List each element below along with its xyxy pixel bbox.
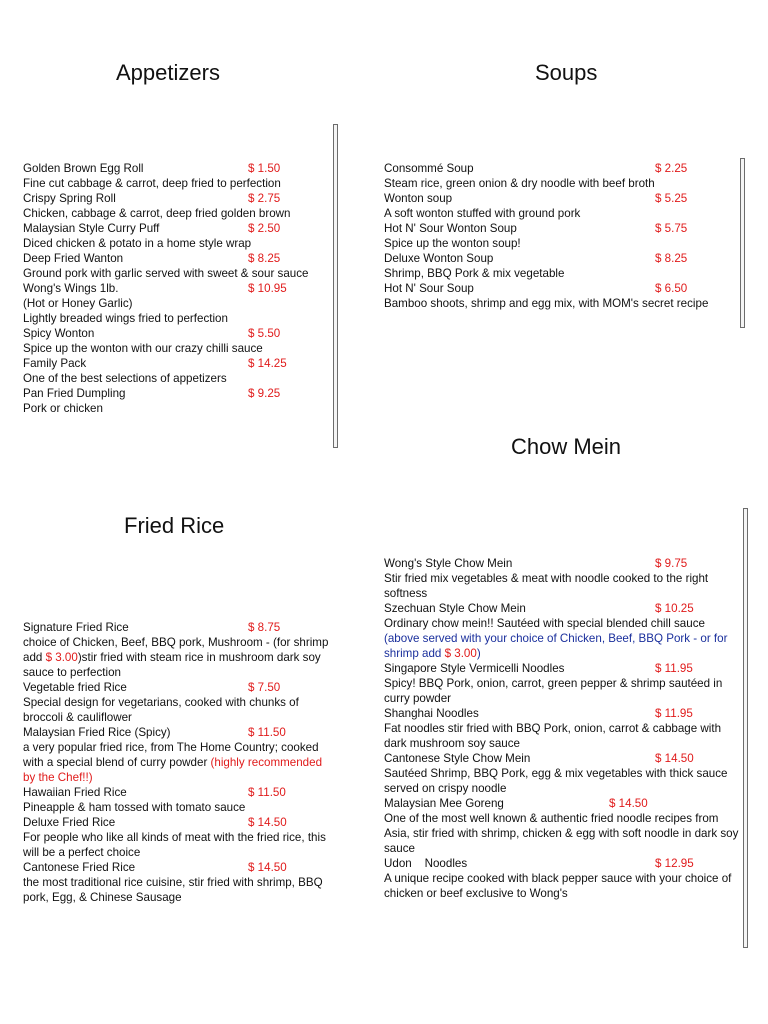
item-description: Ground pork with garlic served with sweet & sour sauce bbox=[23, 267, 309, 280]
menu-item bbox=[384, 161, 740, 191]
item-description: A soft wonton stuffed with ground pork bbox=[384, 207, 581, 220]
item-price: $ 2.50 bbox=[248, 222, 281, 235]
soups-section bbox=[384, 161, 740, 311]
item-price: $ 14.50 bbox=[248, 861, 287, 874]
item-price: $ 10.95 bbox=[248, 282, 287, 295]
item-description: Steam rice, green onion & dry noodle with beef broth bbox=[384, 177, 655, 190]
menu-item bbox=[23, 251, 335, 281]
item-name: Hot N' Sour Wonton Soup bbox=[384, 222, 517, 235]
item-price: $ 5.75 bbox=[655, 222, 688, 235]
item-name: Golden Brown Egg Roll bbox=[23, 162, 144, 175]
item-name: Cantonese Style Chow Mein bbox=[384, 752, 531, 765]
item-description: Diced chicken & potato in a home style wrap bbox=[23, 237, 252, 250]
item-price: $ 14.50 bbox=[655, 752, 694, 765]
item-price: $ 6.50 bbox=[655, 282, 688, 295]
item-name: Signature Fried Rice bbox=[23, 621, 129, 634]
item-description: Chicken, cabbage & carrot, deep fried golden brown bbox=[23, 207, 291, 220]
item-price: $ 14.25 bbox=[248, 357, 287, 370]
item-name: Deluxe Fried Rice bbox=[23, 816, 116, 829]
item-name: Deep Fried Wanton bbox=[23, 252, 124, 265]
item-price: $ 11.95 bbox=[655, 662, 693, 675]
item-price: $ 2.75 bbox=[248, 192, 281, 205]
item-price: $ 8.25 bbox=[655, 252, 688, 265]
item-price: $ 8.25 bbox=[248, 252, 281, 265]
item-name: Hawaiian Fried Rice bbox=[23, 786, 127, 799]
item-description: Stir fried mix vegetables & meat with noodle cooked to the right softness bbox=[384, 572, 709, 600]
item-price: $ 5.50 bbox=[248, 327, 281, 340]
menu-item bbox=[23, 680, 337, 725]
item-description: Spice up the wonton with our crazy chilli sauce bbox=[23, 342, 263, 355]
item-description: Spicy! BBQ Pork, onion, carrot, green pepper & shrimp sautéed in curry powder bbox=[384, 677, 723, 705]
item-description: Sautéed Shrimp, BBQ Pork, egg & mix vegetables with thick sauce served on crispy noodle bbox=[384, 767, 728, 795]
item-price: $ 9.75 bbox=[655, 557, 688, 570]
item-description: Shrimp, BBQ Pork & mix vegetable bbox=[384, 267, 565, 280]
item-price: $ 8.75 bbox=[248, 621, 281, 634]
item-description: Lightly breaded wings fried to perfection bbox=[23, 312, 228, 325]
item-description: Spice up the wonton soup! bbox=[384, 237, 521, 250]
menu-item bbox=[384, 706, 746, 751]
item-description-text: )stir fried with steam rice in mushroom dark soy sauce to perfection bbox=[23, 651, 321, 679]
item-price: $ 1.50 bbox=[248, 162, 281, 175]
menu-item bbox=[384, 281, 740, 311]
shrimp-surcharge: $ 3.00 bbox=[444, 647, 477, 660]
appetizers-heading: Appetizers bbox=[116, 60, 220, 85]
soups-heading: Soups bbox=[535, 60, 598, 85]
menu-item bbox=[384, 661, 746, 706]
item-price: $ 7.50 bbox=[248, 681, 281, 694]
menu-item bbox=[384, 191, 740, 221]
item-price: $ 14.50 bbox=[248, 816, 287, 829]
shrimp-surcharge: $ 3.00 bbox=[45, 651, 78, 664]
item-price: $ 2.25 bbox=[655, 162, 688, 175]
item-name: Family Pack bbox=[23, 357, 87, 370]
item-description: One of the best selections of appetizers bbox=[23, 372, 227, 385]
item-price: $ 14.50 bbox=[609, 797, 648, 810]
menu-item bbox=[384, 556, 746, 601]
item-description: Fine cut cabbage & carrot, deep fried to perfection bbox=[23, 177, 281, 190]
fried-rice-section bbox=[23, 620, 337, 905]
item-description bbox=[23, 740, 337, 785]
menu-item bbox=[384, 751, 746, 796]
item-description: Bamboo shoots, shrimp and egg mix, with MOM's secret recipe bbox=[384, 297, 709, 310]
item-price: $ 9.25 bbox=[248, 387, 281, 400]
item-name: Udon Noodles bbox=[384, 857, 468, 870]
item-description-text: a very popular fried rice, from The Home Country; cooked with a special blend of curry powder bbox=[23, 741, 319, 769]
menu-item bbox=[384, 796, 746, 856]
fried-rice-heading: Fried Rice bbox=[124, 513, 225, 538]
item-name: Singapore Style Vermicelli Noodles bbox=[384, 662, 565, 675]
item-name: Pan Fried Dumpling bbox=[23, 387, 126, 400]
item-description: For people who like all kinds of meat with the fried rice, this will be a perfect choice bbox=[23, 831, 326, 859]
item-name: Wong's Style Chow Mein bbox=[384, 557, 513, 570]
item-name: Wong's Wings 1lb. bbox=[23, 282, 119, 295]
menu-item bbox=[23, 785, 337, 815]
menu-item bbox=[23, 620, 337, 680]
item-description: Pork or chicken bbox=[23, 402, 103, 415]
menu-item bbox=[384, 221, 740, 251]
item-description: Pineapple & ham tossed with tomato sauce bbox=[23, 801, 246, 814]
item-name: Hot N' Sour Soup bbox=[384, 282, 474, 295]
item-name: Malaysian Mee Goreng bbox=[384, 797, 504, 810]
item-name: Malaysian Style Curry Puff bbox=[23, 222, 160, 235]
menu-item bbox=[23, 860, 337, 905]
soups-side-bar bbox=[740, 158, 745, 328]
menu-item bbox=[23, 386, 335, 416]
item-name: Wonton soup bbox=[384, 192, 453, 205]
item-price: $ 10.25 bbox=[655, 602, 694, 615]
item-description: (Hot or Honey Garlic) bbox=[23, 297, 133, 310]
appetizers-section bbox=[23, 161, 335, 416]
chow-mein-section bbox=[384, 556, 746, 901]
item-description: the most traditional rice cuisine, stir fried with shrimp, BBQ pork, Egg, & Chinese Sausage bbox=[23, 876, 323, 904]
item-name: Deluxe Wonton Soup bbox=[384, 252, 494, 265]
item-description: One of the most well known & authentic fried noodle recipes from Asia, stir fried with shrimp, chicken & egg with soft noodle in dark soy sauce bbox=[384, 812, 739, 855]
chef-recommendation: (highly recommended by the Chef!!) bbox=[23, 756, 323, 784]
item-name: Consommé Soup bbox=[384, 162, 474, 175]
item-name: Shanghai Noodles bbox=[384, 707, 479, 720]
menu-item bbox=[384, 251, 740, 281]
item-description bbox=[23, 635, 337, 680]
item-description: Fat noodles stir fried with BBQ Pork, onion, carrot & cabbage with dark mushroom soy sauce bbox=[384, 722, 722, 750]
menu-item bbox=[23, 725, 337, 785]
menu-item bbox=[23, 281, 335, 326]
menu-item bbox=[23, 191, 335, 221]
item-price: $ 11.50 bbox=[248, 786, 286, 799]
item-name: Szechuan Style Chow Mein bbox=[384, 602, 526, 615]
item-price: $ 5.25 bbox=[655, 192, 688, 205]
menu-item bbox=[23, 161, 335, 191]
menu-item bbox=[384, 856, 746, 901]
item-name: Crispy Spring Roll bbox=[23, 192, 116, 205]
item-name: Spicy Wonton bbox=[23, 327, 95, 340]
item-description: Special design for vegetarians, cooked with chunks of broccoli & cauliflower bbox=[23, 696, 299, 724]
item-name: Vegetable fried Rice bbox=[23, 681, 127, 694]
chow-mein-heading: Chow Mein bbox=[511, 434, 622, 459]
item-price: $ 12.95 bbox=[655, 857, 694, 870]
item-description: Ordinary chow mein!! Sautéed with special blended chill sauce bbox=[384, 617, 705, 630]
item-description: A unique recipe cooked with black pepper sauce with your choice of chicken or beef exclusive to Wong's bbox=[384, 872, 732, 900]
choice-note bbox=[384, 631, 746, 661]
choice-note-text: (above served with your choice of Chicken, Beef, BBQ Pork - or for shrimp add bbox=[384, 632, 728, 660]
item-name: Malaysian Fried Rice (Spicy) bbox=[23, 726, 171, 739]
menu-item bbox=[23, 326, 335, 356]
item-price: $ 11.50 bbox=[248, 726, 286, 739]
menu-item bbox=[23, 221, 335, 251]
item-name: Cantonese Fried Rice bbox=[23, 861, 136, 874]
choice-note-close: ) bbox=[476, 647, 481, 660]
menu-item bbox=[23, 815, 337, 860]
menu-item bbox=[23, 356, 335, 386]
item-price: $ 11.95 bbox=[655, 707, 693, 720]
item-description-text: choice of Chicken, Beef, BBQ pork, Mushroom - (for shrimp add bbox=[23, 636, 329, 664]
menu-item bbox=[384, 601, 746, 661]
